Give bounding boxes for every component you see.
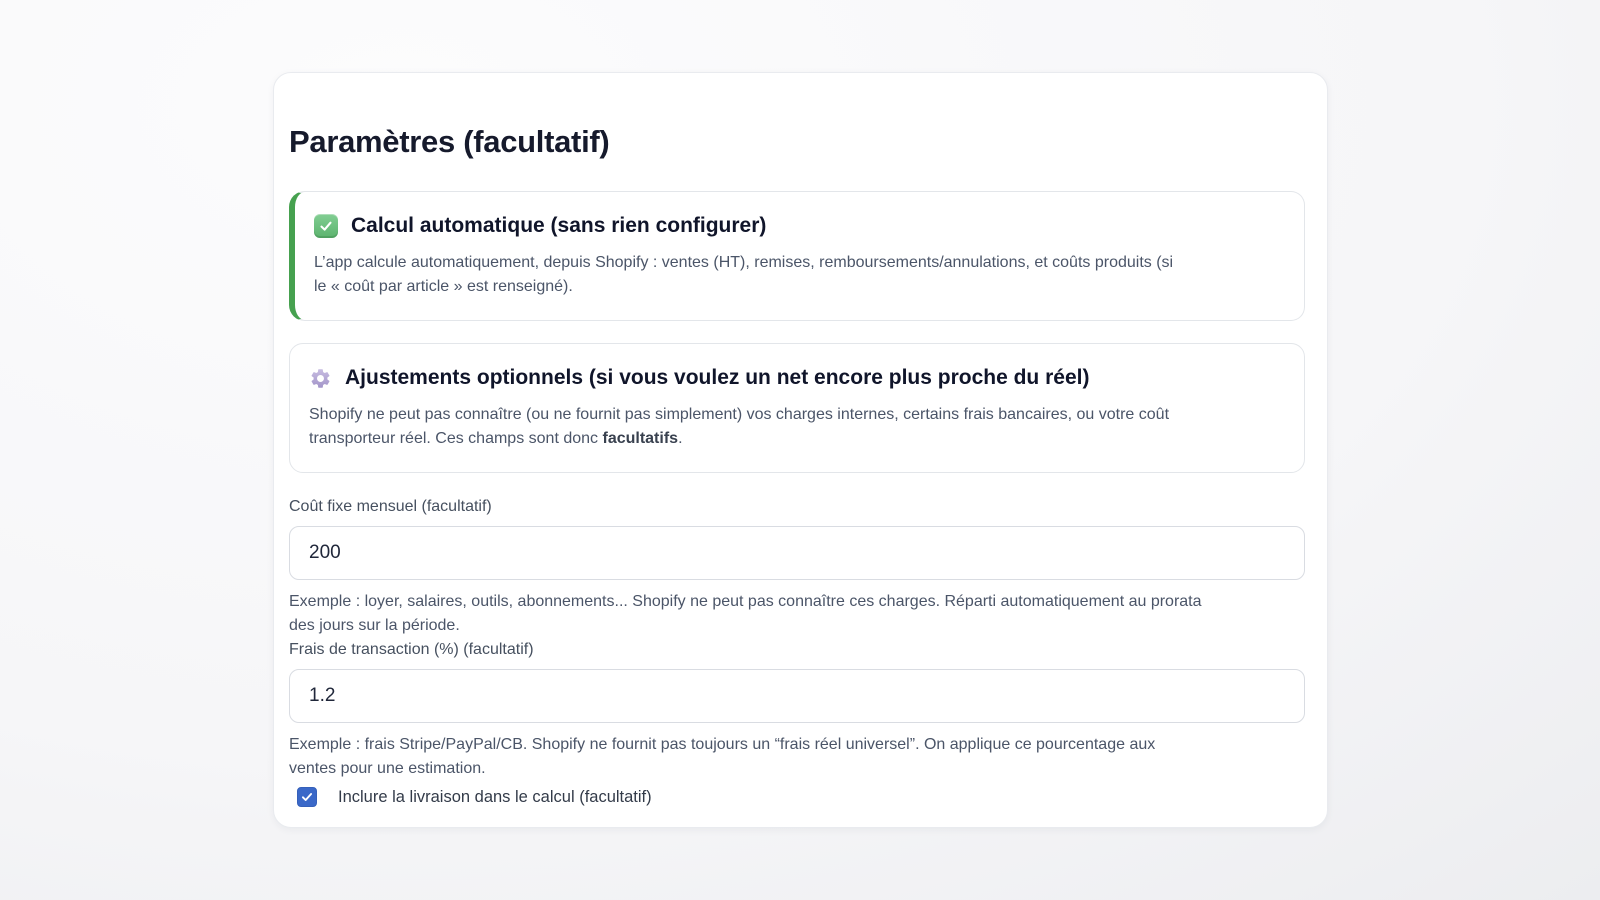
gear-icon xyxy=(309,367,332,390)
transaction-fee-help: Exemple : frais Stripe/PayPal/CB. Shopify ne fournit pas toujours un “frais réel universel”. On applique ce pourcentage aux ventes pour une estimation. xyxy=(289,736,1156,777)
check-mark-icon xyxy=(314,214,338,238)
optional-adjustments-title: Ajustements optionnels (si vous voulez un net encore plus proche du réel) xyxy=(345,366,1090,389)
auto-calculation-title: Calcul automatique (sans rien configurer) xyxy=(351,214,767,237)
transaction-fee-label: Frais de transaction (%) (facultatif) xyxy=(289,641,534,658)
settings-panel xyxy=(273,72,1328,828)
include-shipping-row xyxy=(289,786,1305,808)
facultatifs-emphasis: facultatifs xyxy=(602,430,679,447)
include-shipping-checkbox[interactable] xyxy=(297,787,317,807)
include-shipping-label: Inclure la livraison dans le calcul (facultatif) xyxy=(338,788,652,806)
optional-adjustments-card xyxy=(289,343,1305,473)
fixed-cost-label: Coût fixe mensuel (facultatif) xyxy=(289,498,492,515)
fixed-cost-help: Exemple : loyer, salaires, outils, abonnements... Shopify ne peut pas connaître ces charges. Réparti automatiquement au prorata des jours sur la période. xyxy=(289,593,1202,634)
auto-calculation-card xyxy=(289,191,1305,321)
transaction-fee-input[interactable] xyxy=(289,669,1305,723)
optional-adjustments-header xyxy=(309,364,1284,392)
auto-calculation-header xyxy=(314,212,1284,240)
auto-calculation-description: L’app calcule automatiquement, depuis Shopify : ventes (HT), remises, remboursements/annulations, et coûts produits (si le « coût par article » est renseigné). xyxy=(314,254,1174,295)
fixed-cost-input[interactable] xyxy=(289,526,1305,580)
optional-adjustments-description: Shopify ne peut pas connaître (ou ne fournit pas simplement) vos charges internes, certains frais bancaires, ou votre coût transporteur réel. Ces champs sont donc facultatifs. xyxy=(309,406,1170,447)
page-title: Paramètres (facultatif) xyxy=(289,124,610,159)
